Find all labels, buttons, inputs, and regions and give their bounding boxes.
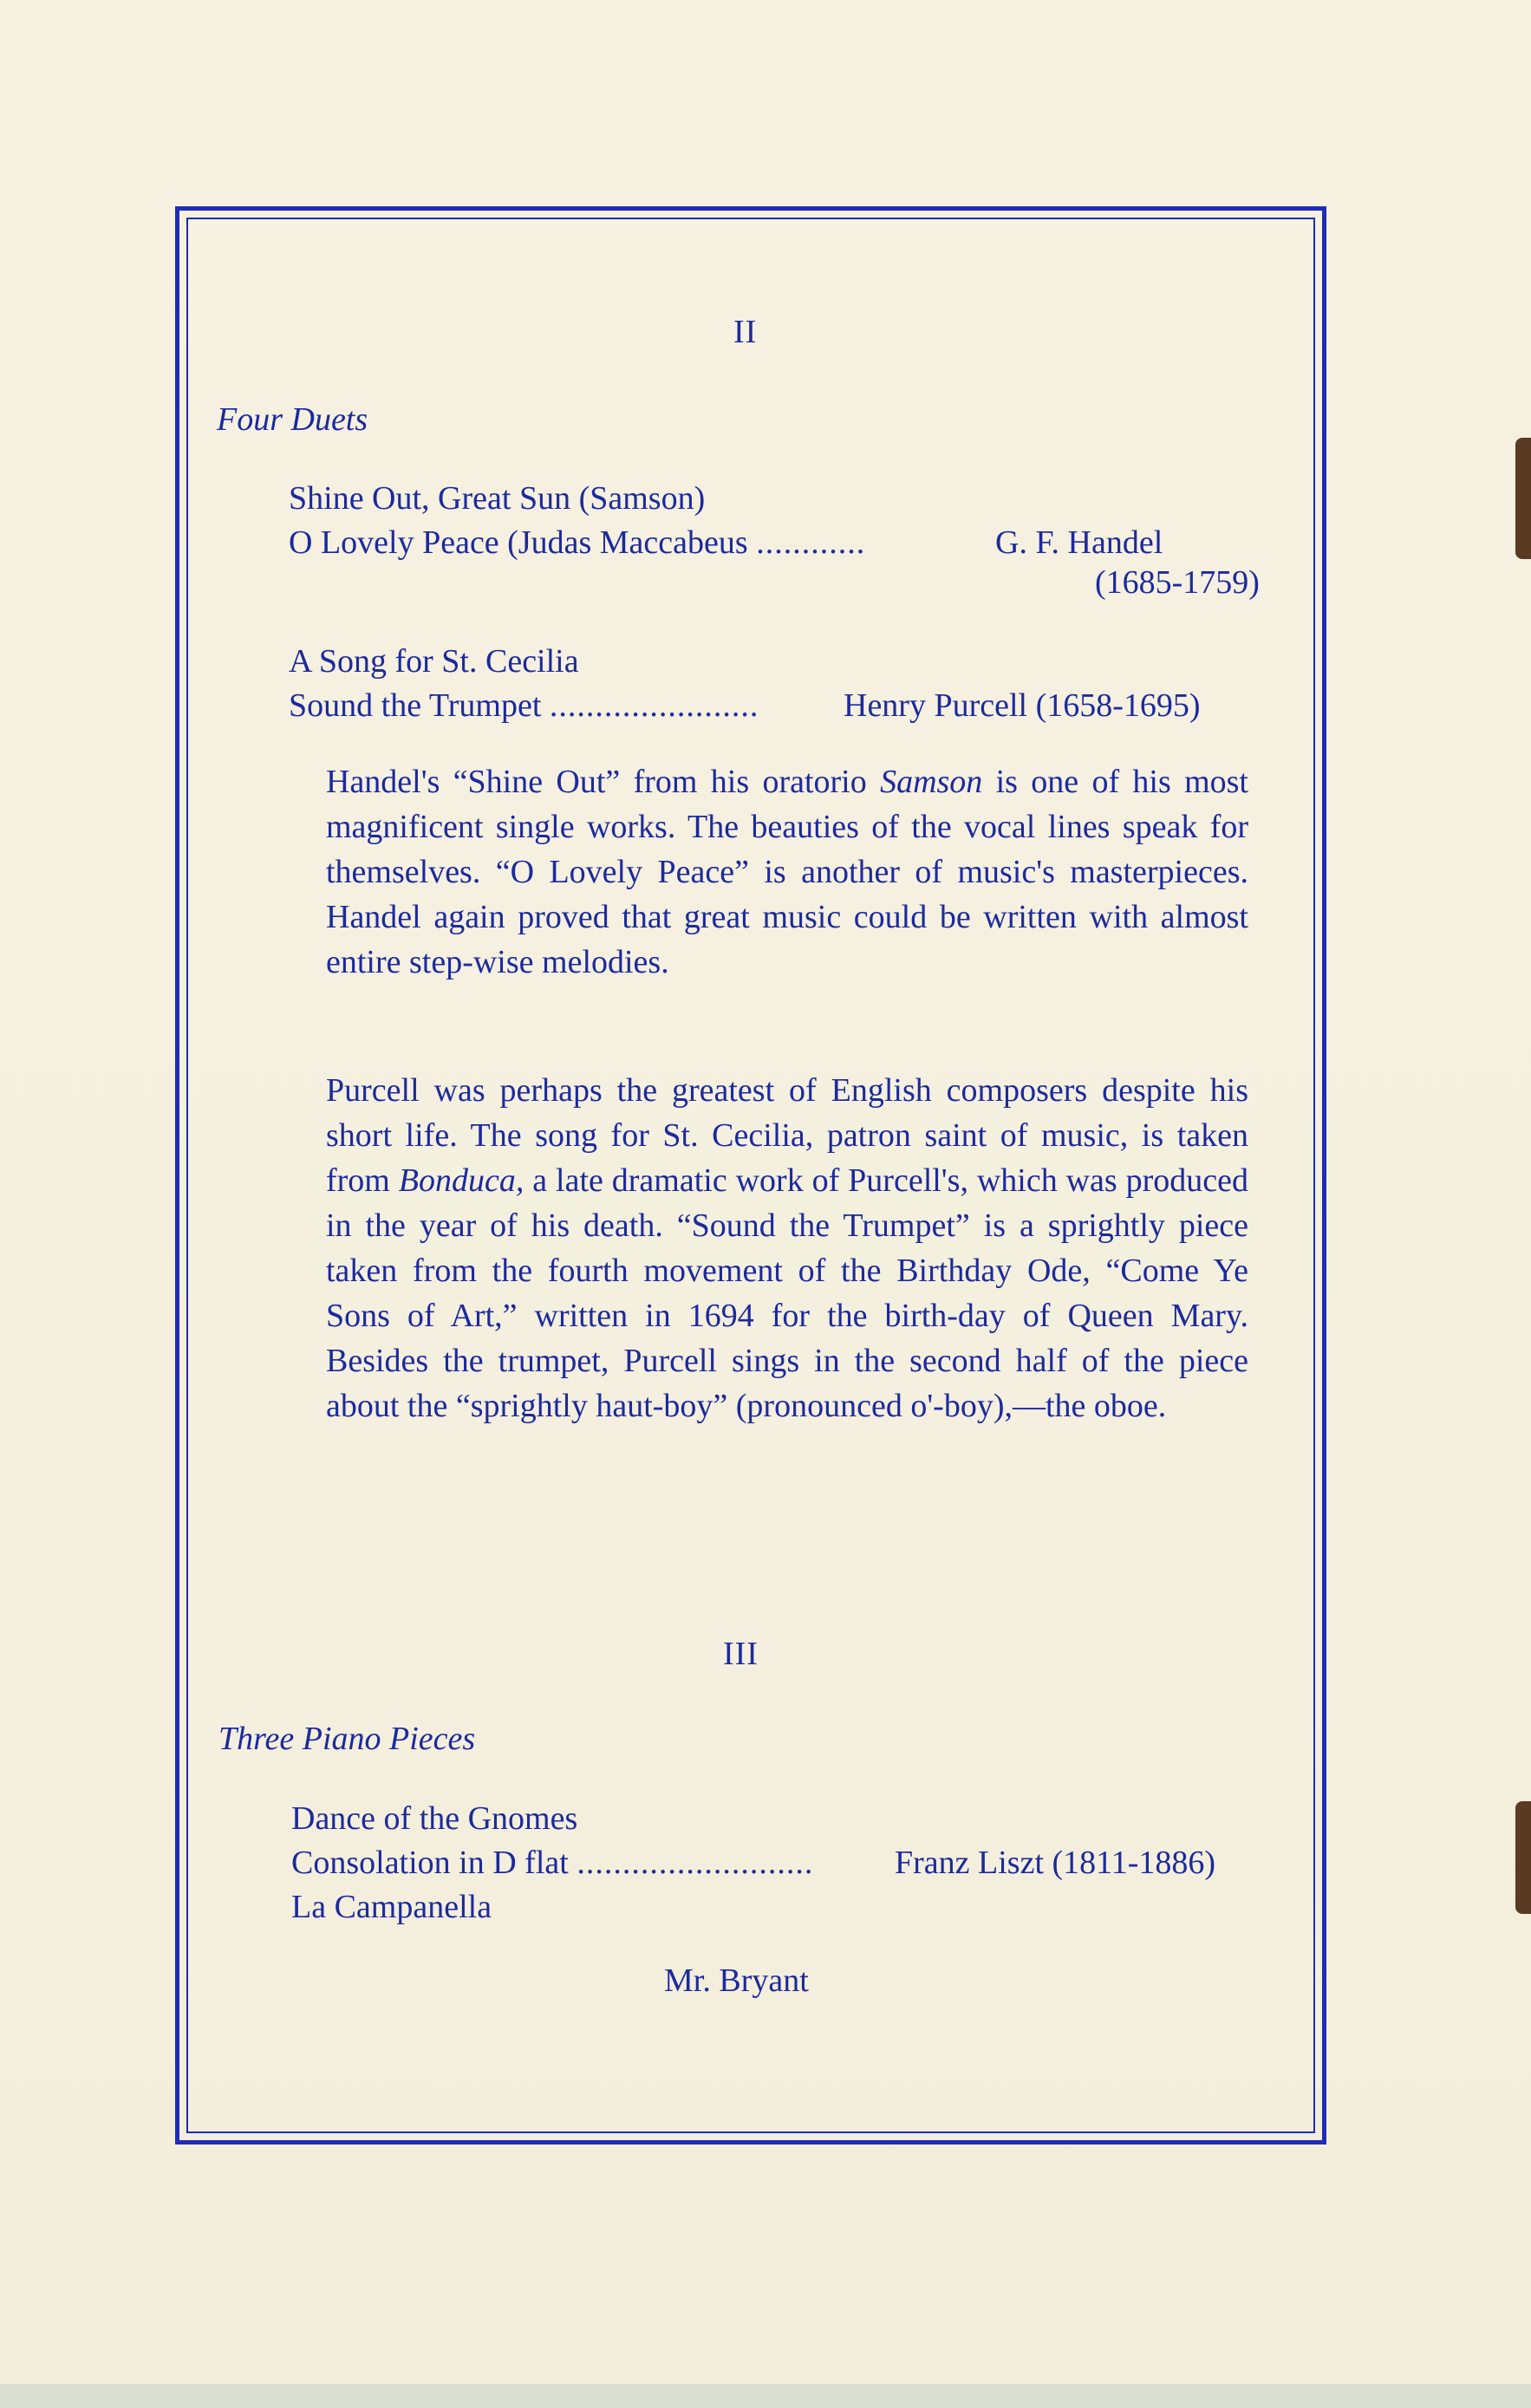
purcell-leader-dots: ....................... [549, 687, 759, 724]
para2-text-a: Purcell was perhaps the greatest of English composers despite his short life. The song for St. Cecilia, patron saint of music, is taken from [326, 1072, 1248, 1199]
liszt-line-1: Dance of the Gnomes [291, 1800, 578, 1837]
section-title-three-piano-pieces: Three Piano Pieces [218, 1721, 476, 1757]
purcell-line-2 [289, 689, 759, 722]
performer-name: Mr. Bryant [664, 1962, 809, 1999]
purcell-composer: Henry Purcell (1658-1695) [844, 687, 1201, 724]
section-numeral-three: III [723, 1636, 759, 1672]
para1-text-c: is one of his most magnificent single works. The beauties of the vocal lines speak for themselves. “O Lovely Peace” is another of music's masterpieces. Handel again proved that great music could be written with almost entire step-wise melodies. [326, 764, 1248, 980]
binding-mark-top [1515, 438, 1531, 559]
handel-line-2-title: O Lovely Peace (Judas Maccabeus [289, 524, 748, 561]
liszt-line-2-title: Consolation in D flat [291, 1845, 569, 1881]
handel-leader-dots: ............ [756, 524, 866, 561]
handel-description-paragraph [326, 759, 1248, 985]
liszt-composer: Franz Liszt (1811-1886) [895, 1845, 1216, 1881]
para1-text-a: Handel's “Shine Out” from his oratorio [326, 764, 881, 800]
handel-composer: G. F. Handel [995, 524, 1163, 561]
handel-line-1: Shine Out, Great Sun (Samson) [289, 480, 706, 517]
liszt-leader-dots: .......................... [577, 1845, 814, 1881]
para2-text-c: a late dramatic work of Purcell's, which was produced in the year of his death. “Sound the Trumpet” is a sprightly piece taken from the fourth movement of the Birthday Ode, “Come Ye Sons of Art,” written in 1694 for the birth-day of Queen Mary. Besides the trumpet, Purcell sings in the second half of the piece about the “sprightly haut-boy” (pronounced o'-boy),—the oboe. [326, 1162, 1248, 1424]
binding-mark-bottom [1515, 1801, 1531, 1914]
handel-dates: (1685-1759) [1095, 564, 1260, 601]
section-title-four-duets: Four Duets [217, 401, 368, 438]
purcell-line-1: A Song for St. Cecilia [289, 643, 579, 680]
liszt-line-2 [291, 1846, 813, 1879]
section-numeral-two: II [733, 314, 758, 350]
purcell-line-2-title: Sound the Trumpet [289, 687, 542, 724]
scan-bottom-strip [0, 2384, 1531, 2408]
para1-text-samson: Samson [880, 764, 983, 800]
para2-text-bonduca: Bonduca, [398, 1162, 524, 1199]
liszt-line-3: La Campanella [291, 1889, 492, 1925]
handel-line-2 [289, 526, 865, 559]
purcell-description-paragraph [326, 1068, 1248, 1429]
